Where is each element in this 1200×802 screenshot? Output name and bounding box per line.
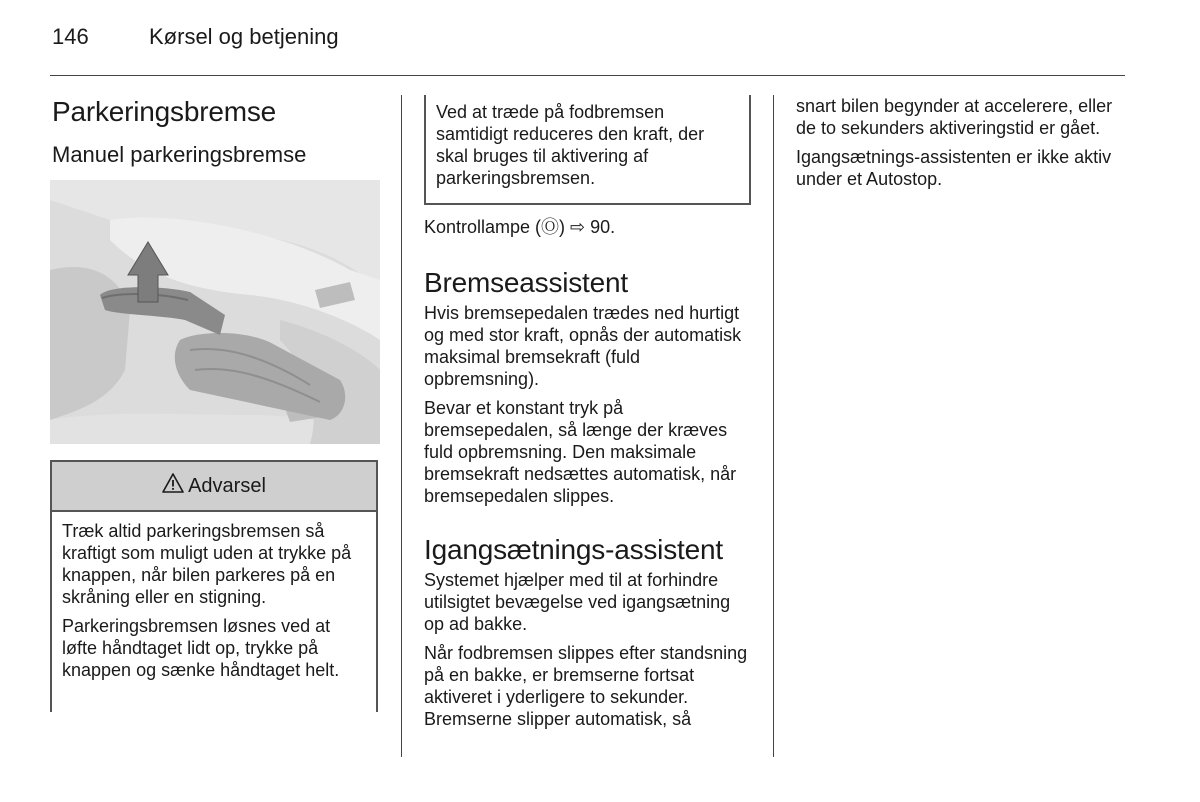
column-divider-2 — [773, 95, 774, 757]
column-divider-1 — [401, 95, 402, 757]
warning-header — [52, 462, 376, 512]
kontrollampe-reference: Kontrollampe (Ⓞ) ⇨ 90. — [424, 217, 616, 237]
header-rule — [50, 75, 1125, 76]
brake-assist-paragraph: Bevar et konstant tryk på bremsepedalen, så længe der kræves fuld opbremsning. Den maksimale bremsekraft nedsættes automatisk, når bremsepedalen slippes. — [424, 398, 737, 506]
brake-assist-paragraph: Hvis bremsepedalen trædes ned hurtigt og med stor kraft, opnås der automatisk maksimal bremsekraft (fuld opbremsning). — [424, 303, 742, 389]
subsection-title: Manuel parkeringsbremse — [52, 142, 307, 167]
column-1 — [52, 95, 378, 169]
warning-box — [50, 460, 378, 712]
warning-paragraph: Parkeringsbremsen løsnes ved at løfte håndtaget lidt op, trykke på knappen og sænke håndtaget helt. — [62, 616, 340, 680]
hill-start-title: Igangsætnings-assistent — [424, 534, 723, 565]
hill-start-paragraph: Når fodbremsen slippes efter standsning på en bakke, er bremserne fortsat aktiveret i yderligere to sekunder. Bremserne slipper automatisk, så — [424, 643, 748, 729]
brake-assist-title: Bremseassistent — [424, 267, 628, 298]
chapter-title: Kørsel og betjening — [149, 24, 339, 49]
parking-brake-illustration — [50, 180, 380, 444]
column-3 — [796, 95, 1126, 190]
warning-heading: Advarsel — [188, 474, 266, 497]
autostop-paragraph: Igangsætnings-assistenten er ikke aktiv under et Autostop. — [796, 147, 1112, 189]
section-title: Parkeringsbremse — [52, 96, 276, 127]
column-2 — [424, 216, 752, 730]
page-number: 146 — [52, 24, 89, 49]
continuation-paragraph: snart bilen begynder at accelerere, eller de to sekunders aktiveringstid er gået. — [796, 96, 1113, 138]
warning-paragraph: Træk altid parkeringsbremsen så kraftigt som muligt uden at trykke på knappen, når bilen parkeres på en skråning eller en stigning. — [62, 521, 352, 607]
note-box — [424, 95, 751, 205]
note-text: Ved at træde på fodbremsen samtidigt reduceres den kraft, der skal bruges til aktivering af parkeringsbremsen. — [436, 102, 705, 188]
warning-triangle-icon — [162, 473, 184, 499]
hill-start-paragraph: Systemet hjælper med til at forhindre utilsigtet bevægelse ved igangsætning op ad bakke. — [424, 570, 731, 634]
